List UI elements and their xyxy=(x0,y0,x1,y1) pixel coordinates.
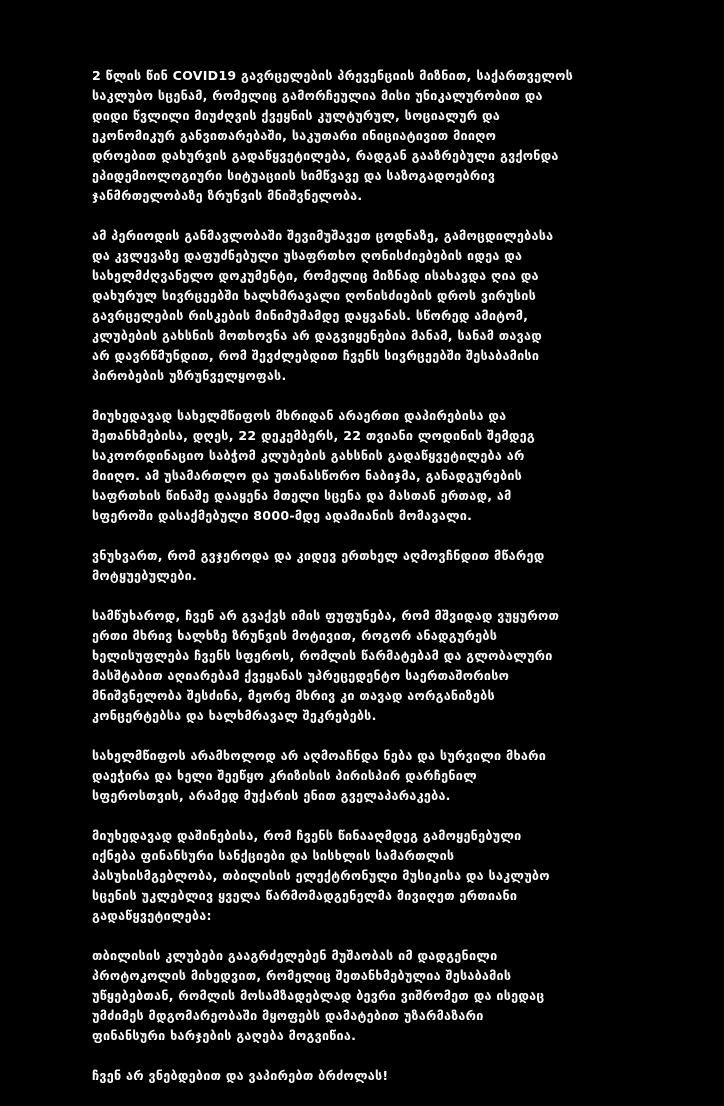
paragraph-threats: სახელმწიფოს არამხოლოდ არ აღმოაჩნდა ნება და სურვილი მხარი დაეჭირა და ხელი შეეწყო კრიზისის პირისპირ დარჩენილ სფეროსთვის, არამედ მუქარის ენით გველაპარაკება. xyxy=(92,748,547,803)
paragraph-safety-protocol: ამ პერიოდის განმავლობაში შევიმუშავეთ ცოდნაზე, გამოცდილებასა და კვლევაზე დაფუძნებული უსაფრთხო ღონისძიებების იდეა და სახელმძღვანელო დოკუმენტი, რომელიც მიზნად ისახავდა ღია და დახურულ სივრცეებში ხალხმრავალი ღონისძიების დროს ვირუსის გავრცელების რისკების მინიმუმამდე დაყვანას. სწორედ ამიტომ, კლუბების გახსნის მოთხოვნა არ დაგვიყენებია მანამ, სანამ თავად არ დავრწმუნდით, რომ შევძლებდით ჩვენს სივრცეებში შესაბამისი პირობების უზრუნველყოფას. xyxy=(92,228,554,383)
paragraph-closing-statement: ჩვენ არ ვნებდებით და ვაპირებთ ბრძოლას! xyxy=(92,1068,389,1083)
statement-text xyxy=(92,66,672,1106)
paragraph-government-double-standard: სამწუხაროდ, ჩვენ არ გვაქვს იმის ფუფუნება, რომ მშვიდად ვუყუროთ ერთი მხრივ ხალხზე ზრუნვის მოტივით, როგორ ანადგურებს ხელისუფლება ჩვენს სფეროს, რომლის წარმატებამ და გლობალური მასშტაბით აღიარებამ ქვეყანას უპრეცედენტო საერთაშორისო მნიშვნელობა შესძინა, მეორე მხრივ კი თავად აორგანიზებს კონცერტებსა და ხალხმრავალ შეკრებებს. xyxy=(92,608,560,723)
paragraph-deceived: ვნუხვართ, რომ გვჯეროდა და კიდევ ერთხელ აღმოვჩნდით მწარედ მოტყუებულები. xyxy=(92,548,545,583)
paragraph-covid-closure: 2 წლის წინ COVID19 გავრცელების პრევენციის მიზნით, საქართველოს საკლუბო სცენამ, რომელიც გამორჩეულია მისი უნიკალურობით და დიდი წვლილი მიუძღვის ქვეყნის კულტურულ, სოციალურ და ეკონომიკურ განვითარებაში, საკუთარი ინიციატივით მიიღო დროებით დახურვის გადაწყვეტილება, რადგან გააზრებული გვქონდა ეპიდემიოლოგიური სიტუაციის სიმწვავე და საზოგადოებრივ ჯანმრთელობაზე ზრუნვის მნიშვნელობა. xyxy=(92,68,574,203)
paragraph-clubs-continue: თბილისის კლუბები გააგრძელებენ მუშაობას იმ დადგენილი პროტოკოლის მიხედვით, რომელიც შეთანხმებულია შესაბამის უწყებებთან, რომლის მოსამზადებლად ბევრი ვიშრომეთ და ისედაც უმძიმეს მდგომარეობაში მყოფებს დამატებით უზარმაზარი ფინანსური ხარჯების გაღება მოგვიწია. xyxy=(92,948,545,1043)
paragraph-council-decision: მიუხედავად სახელმწიფოს მხრიდან არაერთი დაპირებისა და შეთანხმებისა, დღეს, 22 დეკემბერს, 22 თვიანი ლოდინის შემდეგ საკოორდინაციო საბჭომ კლუბების გახსნის გადაწყვეტილება არ მიიღო. ამ უსამართლო და უთანასწორო ნაბიჯმა, განადგურების საფრთხის წინაშე დააყენა მთელი სცენა და მასთან ერთად, ამ სფეროში დასაქმებული 8000-მდე ადამიანის მომავალი. xyxy=(92,408,535,523)
paragraph-unified-decision: მიუხედავად დაშინებისა, რომ ჩვენს წინააღმდეგ გამოყენებული იქნება ფინანსური სანქციები და სისხლის სამართლის პასუხისმგებლობა, თბილისის ელექტრონული მუსიკისა და საკლუბო სცენის უკლებლივ ყველა წარმომადგენელმა მივიღეთ ერთიანი გადაწყვეტილება: xyxy=(92,828,550,923)
